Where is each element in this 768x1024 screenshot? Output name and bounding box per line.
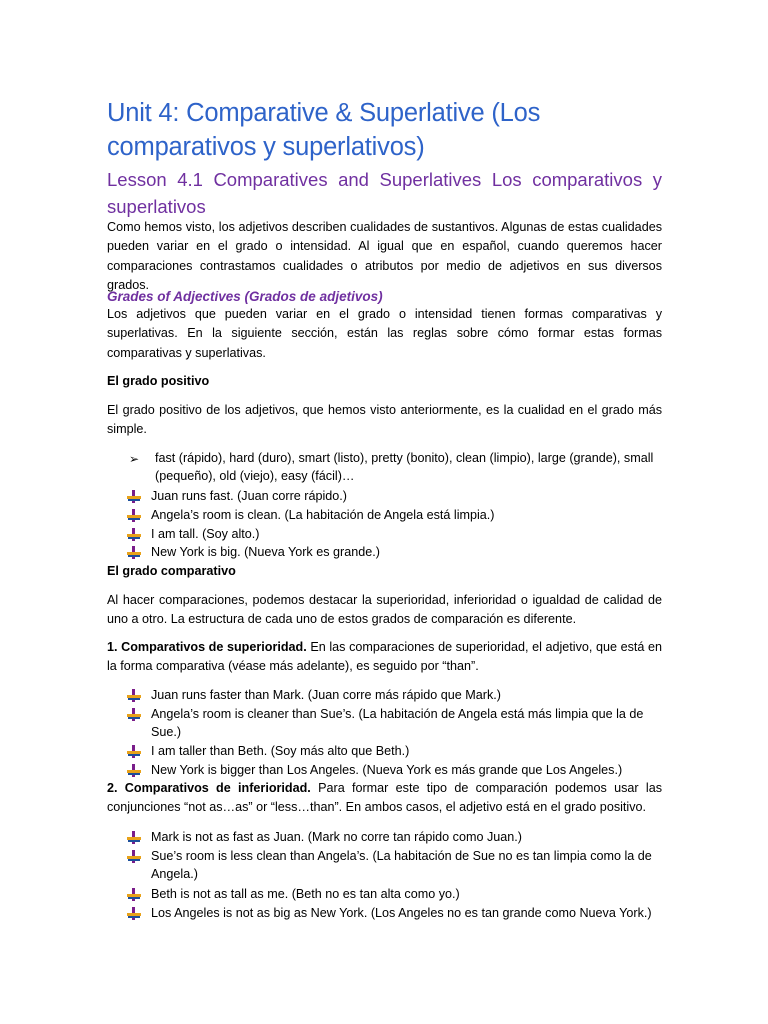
list-item-text: Angela’s room is clean. (La habitación de Angela está limpia.) xyxy=(151,508,495,522)
lesson-heading: Lesson 4.1 Comparatives and Superlatives Los comparativos y superlativos xyxy=(107,169,662,217)
inferiority-text: Para formar este tipo de comparación podemos usar las conjunciones “not as…as” or “less…than”. En ambos casos, el adjetivo está en el grado positivo. xyxy=(107,781,662,815)
positive-heading: El grado positivo xyxy=(107,374,210,388)
list-item-text: New York is big. (Nueva York es grande.) xyxy=(151,545,380,559)
comparative-paragraph: Al hacer comparaciones, podemos destacar la superioridad, inferioridad o igualdad de calidad de uno a otro. La estructura de cada uno de estos grados de comparación es diferente. xyxy=(107,593,662,627)
pointer-bullet-icon xyxy=(127,907,141,920)
pointer-bullet-icon xyxy=(127,546,141,559)
pointer-bullet-icon xyxy=(127,509,141,522)
grades-heading: Grades of Adjectives (Grados de adjetivos) xyxy=(107,289,383,304)
pointer-bullet-icon xyxy=(127,850,141,863)
list-item-text: Los Angeles is not as big as New York. (Los Angeles no es tan grande como Nueva York.) xyxy=(151,906,652,920)
pointer-bullet-icon xyxy=(127,888,141,901)
page-title: Unit 4: Comparative & Superlative (Los comparativos y superlativos) xyxy=(107,99,541,161)
list-item-text: Beth is not as tall as me. (Beth no es tan alta como yo.) xyxy=(151,887,460,901)
inferiority-label: 2. Comparativos de inferioridad. xyxy=(107,781,311,795)
vocab-text: fast (rápido), hard (duro), smart (listo), pretty (bonito), clean (limpio), large (grande), small (pequeño), old (viejo), easy (fácil)… xyxy=(155,451,654,483)
intro-paragraph: Como hemos visto, los adjetivos describen cualidades de sustantivos. Algunas de estas cualidades pueden variar en el grado o intensidad. Al igual que en español, cuando queremos hacer comparaciones contrastamos cualidades o atributos por medio de adjetivos en sus diversos grados. xyxy=(107,220,662,292)
list-item-text: Juan runs faster than Mark. (Juan corre más rápido que Mark.) xyxy=(151,688,501,702)
pointer-bullet-icon xyxy=(127,689,141,702)
pointer-bullet-icon xyxy=(127,708,141,721)
pointer-bullet-icon xyxy=(127,528,141,541)
inferiority-paragraph xyxy=(107,779,662,818)
superiority-label: 1. Comparativos de superioridad. xyxy=(107,640,307,654)
comparative-heading: El grado comparativo xyxy=(107,564,236,578)
grades-paragraph: Los adjetivos que pueden variar en el grado o intensidad tienen formas comparativas y superlativas. En la siguiente sección, están las reglas sobre cómo formar estas formas comparativas y superlativas. xyxy=(107,307,662,360)
superiority-text: En las comparaciones de superioridad, el adjetivo, que está en la forma comparativa (véase más adelante), es seguido por “than”. xyxy=(107,640,663,674)
list-item-text: I am taller than Beth. (Soy más alto que Beth.) xyxy=(151,744,410,758)
pointer-bullet-icon xyxy=(127,490,141,503)
list-item-text: I am tall. (Soy alto.) xyxy=(151,527,260,541)
list-item-text: Sue’s room is less clean than Angela’s. (La habitación de Sue no es tan limpia como la de Angela.) xyxy=(151,849,652,881)
arrow-bullet-icon: ➢ xyxy=(129,452,140,466)
positive-paragraph: El grado positivo de los adjetivos, que hemos visto anteriormente, es la cualidad en el grado más simple. xyxy=(107,403,662,437)
pointer-bullet-icon xyxy=(127,764,141,777)
superiority-paragraph xyxy=(107,638,662,677)
pointer-bullet-icon xyxy=(127,745,141,758)
list-item-text: Angela’s room is cleaner than Sue’s. (La habitación de Angela está más limpia que la de Sue.) xyxy=(151,707,644,739)
list-item-text: Mark is not as fast as Juan. (Mark no corre tan rápido como Juan.) xyxy=(151,830,522,844)
list-item-text: Juan runs fast. (Juan corre rápido.) xyxy=(151,489,347,503)
pointer-bullet-icon xyxy=(127,831,141,844)
list-item-text: New York is bigger than Los Angeles. (Nueva York es más grande que Los Angeles.) xyxy=(151,763,623,777)
